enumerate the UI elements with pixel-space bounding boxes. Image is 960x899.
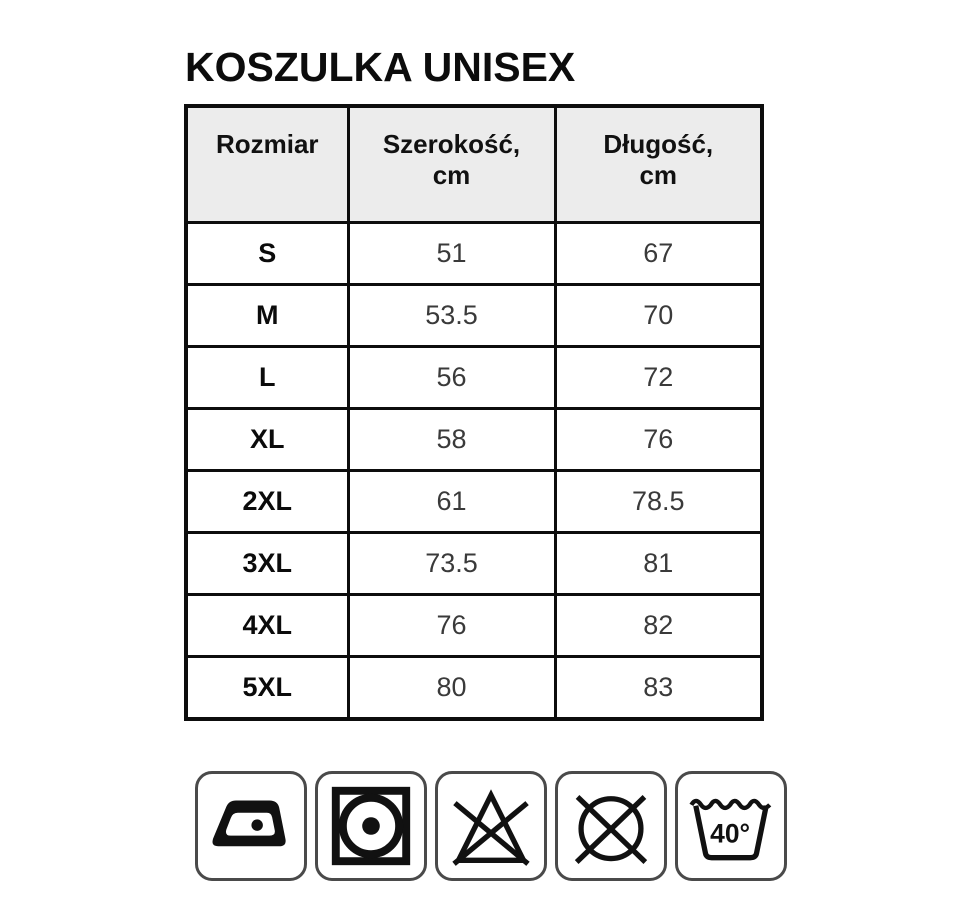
- width-cell: 61: [348, 471, 555, 533]
- width-cell: 76: [348, 595, 555, 657]
- width-cell: 58: [348, 409, 555, 471]
- col-header-width-unit: cm: [432, 160, 471, 191]
- length-cell: 67: [555, 223, 762, 285]
- length-cell: 78.5: [555, 471, 762, 533]
- col-header-length-unit: cm: [639, 160, 678, 191]
- length-cell: 76: [555, 409, 762, 471]
- col-header-length: [555, 106, 762, 223]
- length-cell: 82: [555, 595, 762, 657]
- width-cell: 53.5: [348, 285, 555, 347]
- size-cell: 3XL: [186, 533, 348, 595]
- size-cell: S: [186, 223, 348, 285]
- table-row: [186, 409, 762, 471]
- length-cell: 70: [555, 285, 762, 347]
- col-header-width: [348, 106, 555, 223]
- size-cell: 4XL: [186, 595, 348, 657]
- wash-40-icon: [675, 771, 787, 881]
- size-table: [184, 104, 764, 721]
- length-cell: 81: [555, 533, 762, 595]
- do-not-bleach-icon: [435, 771, 547, 881]
- header-row: [186, 106, 762, 223]
- do-not-dry-clean-icon: [555, 771, 667, 881]
- iron-icon: [195, 771, 307, 881]
- col-header-size: [186, 106, 348, 223]
- col-header-width-label: Szerokość,: [382, 129, 521, 160]
- width-cell: 80: [348, 657, 555, 720]
- length-cell: 83: [555, 657, 762, 720]
- size-cell: 5XL: [186, 657, 348, 720]
- table-row: [186, 285, 762, 347]
- size-cell: M: [186, 285, 348, 347]
- col-header-size-label: Rozmiar: [215, 129, 319, 160]
- size-cell: XL: [186, 409, 348, 471]
- care-icons-row: [195, 771, 960, 881]
- table-row: [186, 595, 762, 657]
- table-row: [186, 347, 762, 409]
- page-title: KOSZULKA UNISEX: [185, 44, 576, 90]
- size-cell: L: [186, 347, 348, 409]
- width-cell: 73.5: [348, 533, 555, 595]
- length-cell: 72: [555, 347, 762, 409]
- wash-temp-label: 40°: [710, 818, 751, 849]
- tumble-dry-icon: [315, 771, 427, 881]
- col-header-length-label: Długość,: [603, 129, 714, 160]
- table-row: [186, 657, 762, 720]
- table-row: [186, 533, 762, 595]
- width-cell: 56: [348, 347, 555, 409]
- size-cell: 2XL: [186, 471, 348, 533]
- table-row: [186, 471, 762, 533]
- table-row: [186, 223, 762, 285]
- width-cell: 51: [348, 223, 555, 285]
